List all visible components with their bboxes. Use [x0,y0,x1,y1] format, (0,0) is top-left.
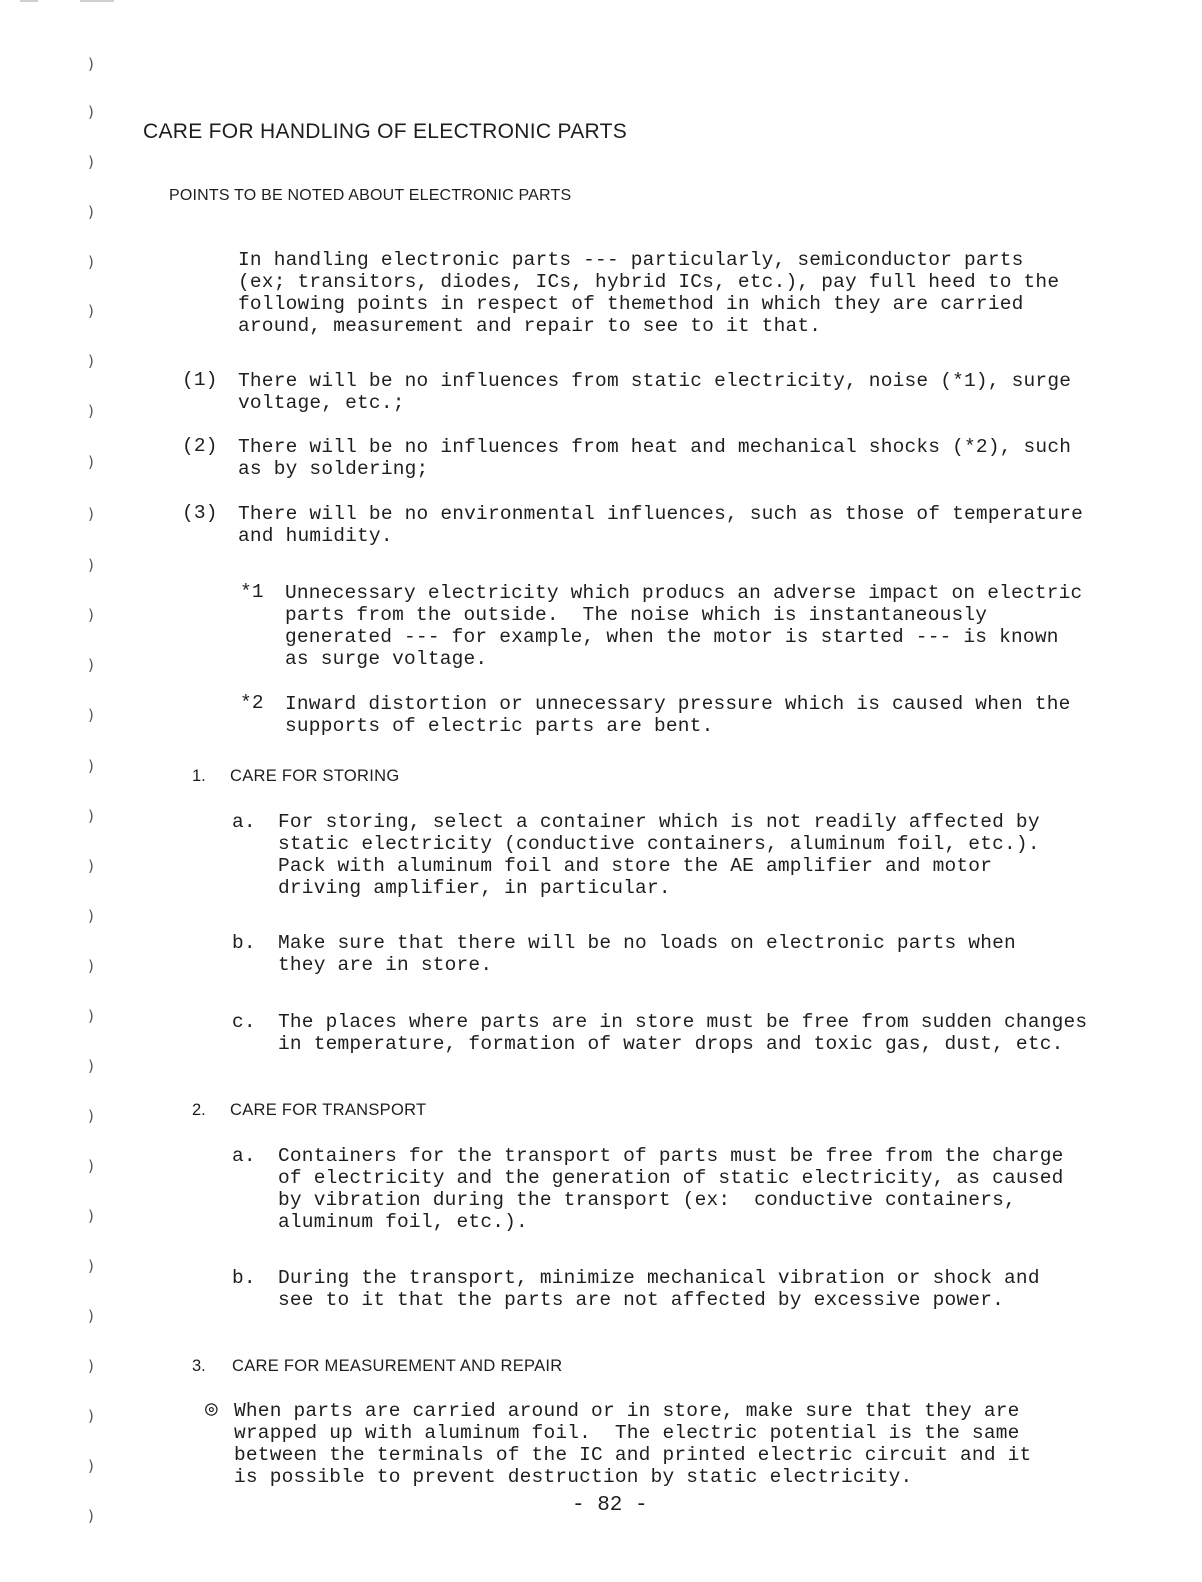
bullet-circle-icon: ◎ [205,1399,218,1422]
point-line: and humidity. [238,525,393,547]
item-line: they are in store. [278,954,493,976]
point-line: There will be no influences from heat and mechanical shocks (*2), such [238,436,1072,458]
item-line: For storing, select a container which is not readily affected by [278,811,1040,833]
scan-mark [20,0,38,2]
item-label: b. [232,1267,256,1289]
note-line: Unnecessary electricity which producs an adverse impact on electric [285,582,1083,604]
point-line: as by soldering; [238,458,429,480]
item-line: wrapped up with aluminum foil. The electric potential is the same [234,1422,1020,1444]
point-line: voltage, etc.; [238,392,405,414]
note-marker: *2 [240,692,264,714]
section-number: 3. [192,1357,206,1375]
intro-line: following points in respect of themethod in which they are carried [238,293,1024,315]
item-line: driving amplifier, in particular. [278,877,671,899]
item-text [278,811,1040,899]
intro-line: In handling electronic parts --- particularly, semiconductor parts [238,249,1024,271]
item-line: by vibration during the transport (ex: conductive containers, [278,1189,1016,1211]
item-line: Pack with aluminum foil and store the AE amplifier and motor [278,855,993,877]
item-line: Make sure that there will be no loads on electronic parts when [278,932,1016,954]
item-text [278,1145,1064,1233]
intro-line: around, measurement and repair to see to it that. [238,315,822,337]
point-number: (2) [182,435,218,457]
item-label: b. [232,932,256,954]
section-number: 1. [192,767,206,785]
item-text [278,1011,1087,1055]
section-number: 2. [192,1101,206,1119]
item-line: is possible to prevent destruction by static electricity. [234,1466,913,1488]
point-line: There will be no influences from static electricity, noise (*1), surge [238,370,1072,392]
note-line: supports of electric parts are bent. [285,715,714,737]
intro-line: (ex; transitors, diodes, ICs, hybrid ICs, etc.), pay full heed to the [238,271,1060,293]
section-subtitle: POINTS TO BE NOTED ABOUT ELECTRONIC PARTS [169,187,572,204]
item-text [234,1400,1031,1488]
note-line: generated --- for example, when the motor is started --- is known [285,626,1059,648]
item-line: static electricity (conductive containers, aluminum foil, etc.). [278,833,1040,855]
page-title: CARE FOR HANDLING OF ELECTRONIC PARTS [143,120,628,143]
scan-mark [80,0,114,2]
item-label: c. [232,1011,256,1033]
item-line: When parts are carried around or in store, make sure that they are [234,1400,1020,1422]
item-text [278,1267,1040,1311]
note-line: Inward distortion or unnecessary pressure which is caused when the [285,693,1071,715]
section-title: CARE FOR TRANSPORT [230,1101,427,1119]
item-label: a. [232,1145,256,1167]
point-number: (1) [182,369,218,391]
item-line: in temperature, formation of water drops and toxic gas, dust, etc. [278,1033,1064,1055]
item-line: Containers for the transport of parts must be free from the charge [278,1145,1064,1167]
item-line: of electricity and the generation of static electricity, as caused [278,1167,1064,1189]
section-title: CARE FOR STORING [230,767,400,785]
note-line: parts from the outside. The noise which is instantaneously [285,604,988,626]
item-line: see to it that the parts are not affected by excessive power. [278,1289,1005,1311]
item-line: During the transport, minimize mechanical vibration or shock and [278,1267,1040,1289]
item-text [278,932,1016,976]
intro-paragraph [238,249,1059,337]
item-line: The places where parts are in store must be free from sudden changes [278,1011,1088,1033]
item-line: between the terminals of the IC and printed electric circuit and it [234,1444,1032,1466]
section-title: CARE FOR MEASUREMENT AND REPAIR [232,1357,563,1375]
page-number: - 82 - [572,1494,648,1517]
note-marker: *1 [240,581,264,603]
item-label: a. [232,811,256,833]
point-line: There will be no environmental influences, such as those of temperature [238,503,1084,525]
item-line: aluminum foil, etc.). [278,1211,528,1233]
point-number: (3) [182,502,218,524]
note-line: as surge voltage. [285,648,488,670]
